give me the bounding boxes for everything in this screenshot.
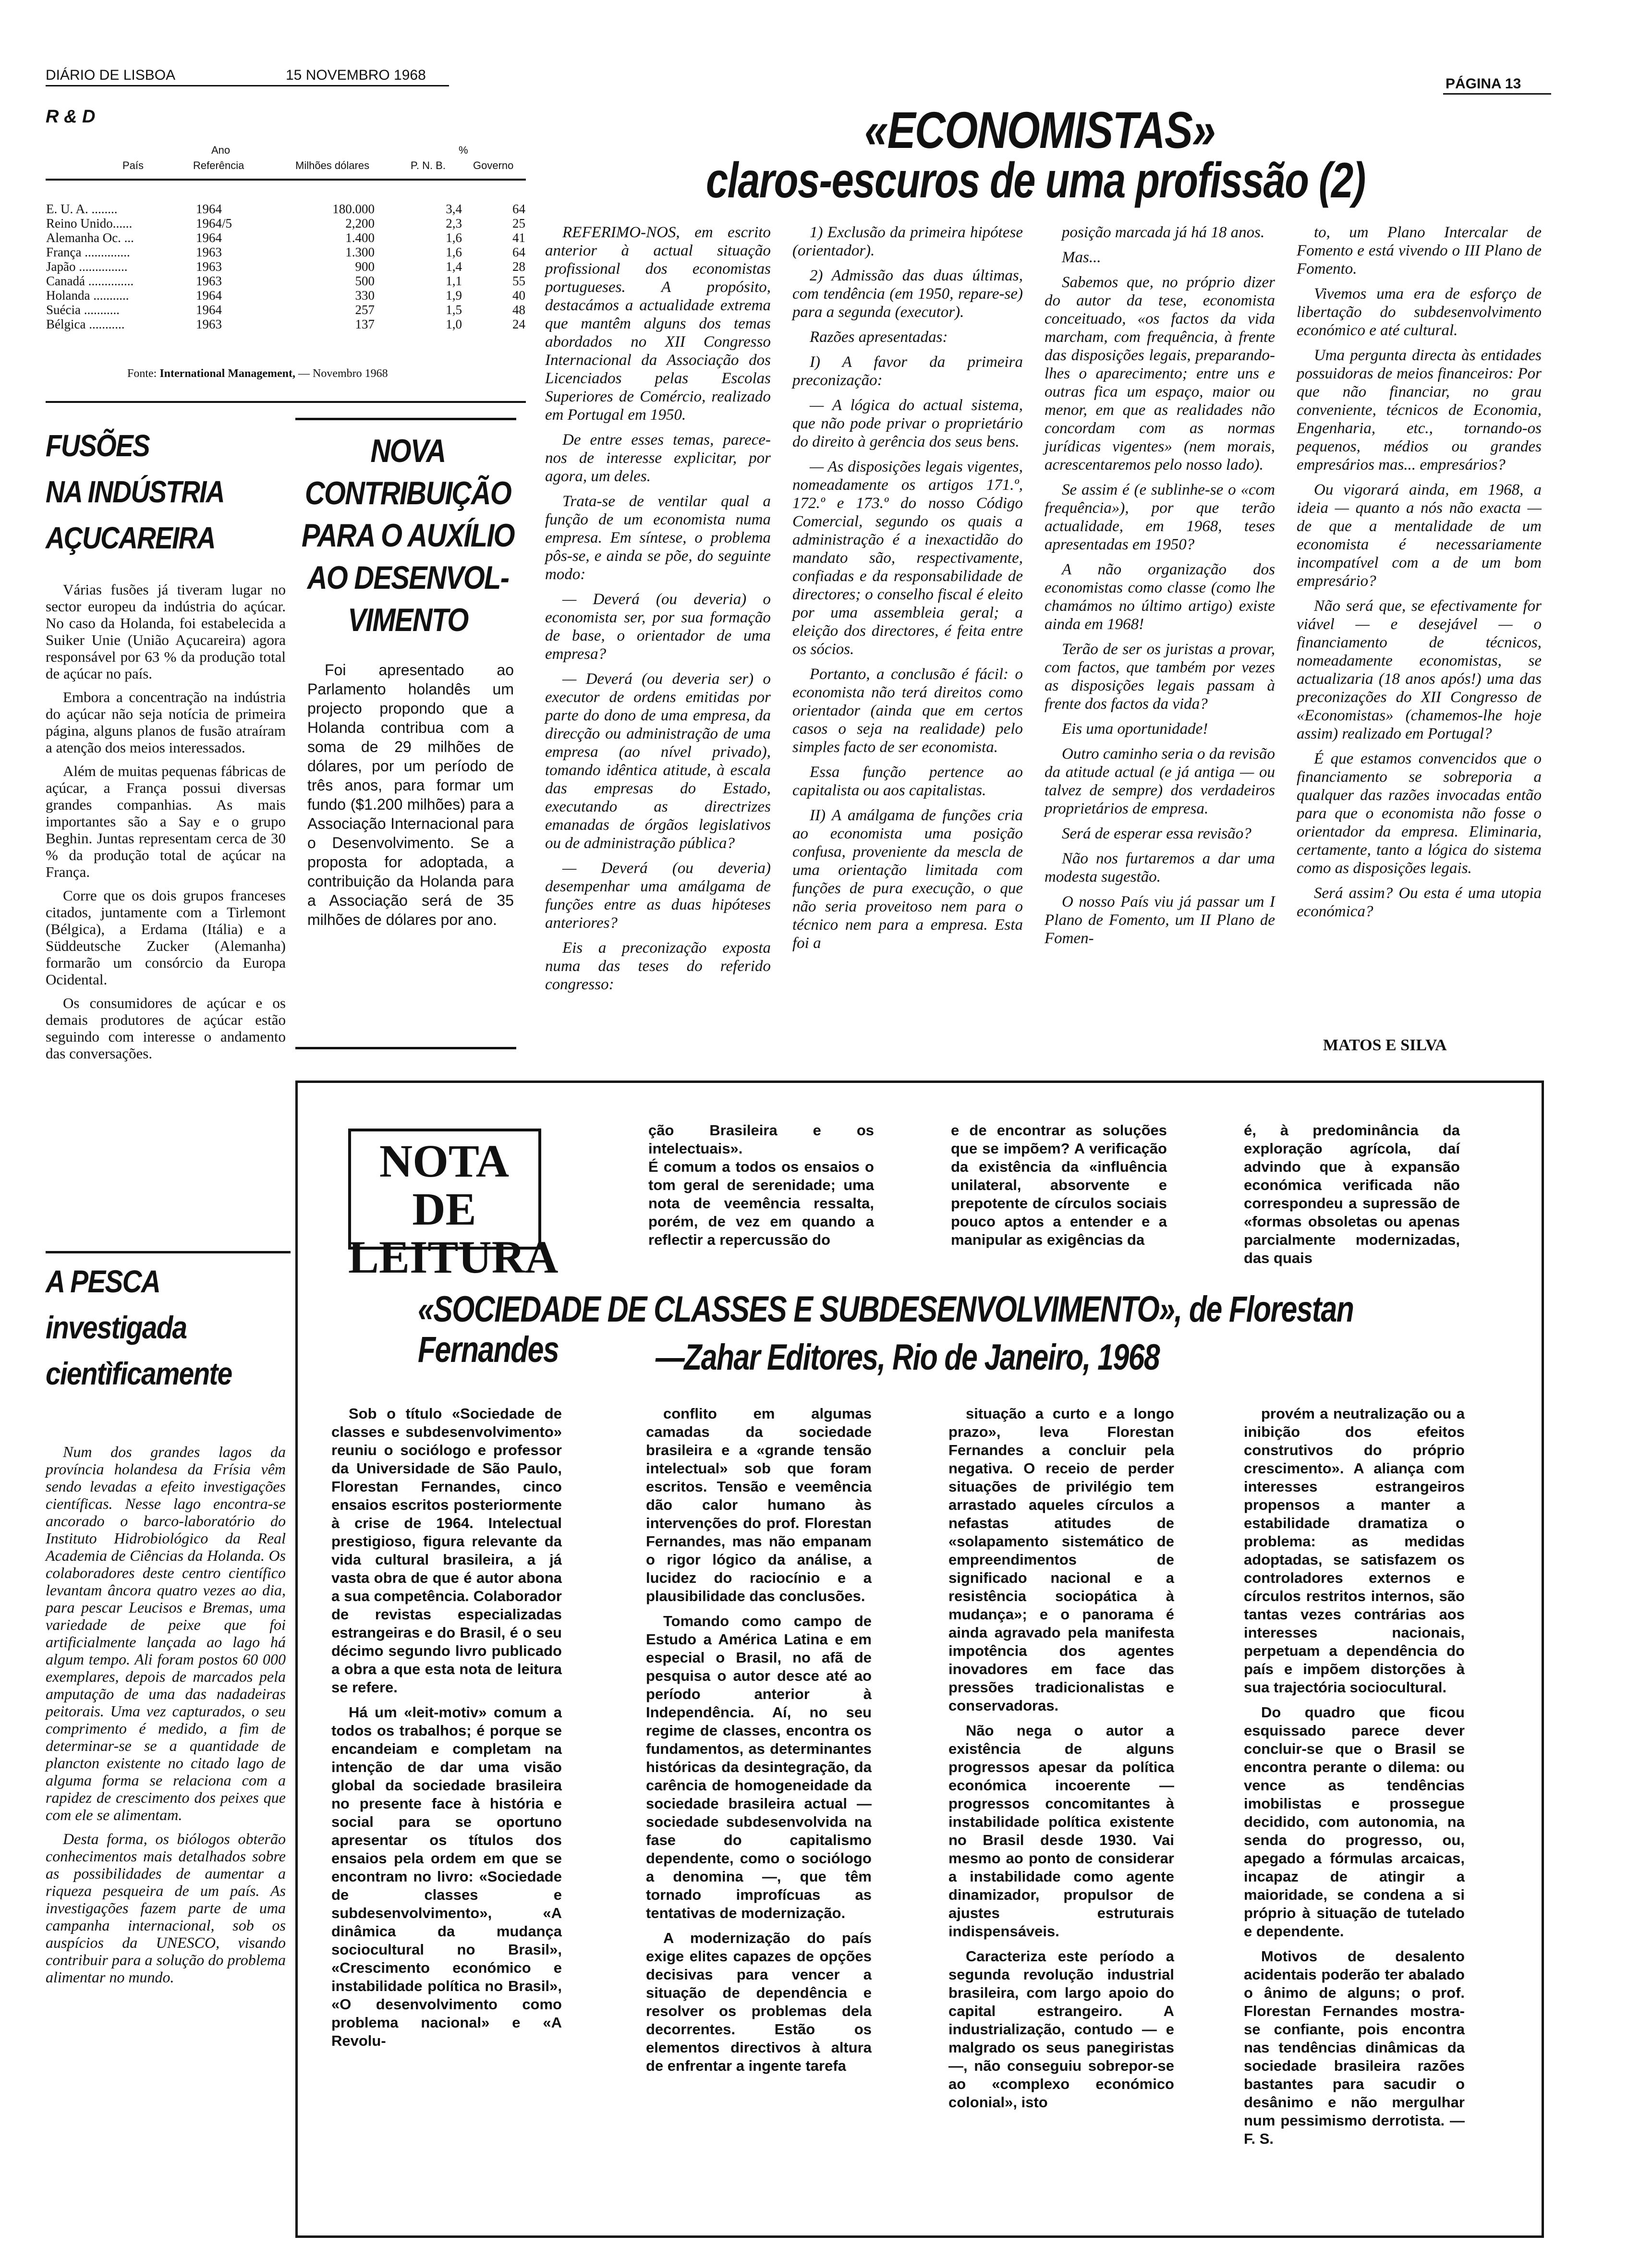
paragraph: Vivemos uma era de esforço de libertação do subdesenvolvimento económico e até cultural. xyxy=(1297,285,1542,339)
economistas-title: «ECONOMISTAS» xyxy=(864,101,1215,159)
pesca-title xyxy=(46,1258,231,1397)
rd-row xyxy=(43,245,528,259)
paragraph: posição marcada já há 18 anos. xyxy=(1062,224,1265,241)
economistas-col2 xyxy=(792,223,1023,959)
rd-cell-ano: 1964/5 xyxy=(196,216,232,231)
paragraph: situação a curto e a longo prazo», leva Florestan Fernandes a concluir pela negativa. O receio de perder situações de privilégio tem arrastado aqueles círculos a nefastas atitudes de «solapamento sistemático de empreendimentos de significado nacional e a resistência sociopática à mudança»; e o panorama é ainda agravado pela manifesta impotência dos agentes inovadores em face das pressões tradicionalistas e conservadoras. xyxy=(948,1405,1174,1714)
paragraph: Motivos de desalento acidentais poderão ter abalado o ânimo de alguns; o prof. Florestan Fernandes mostra-se confiante, pois encontra nas tendências dinâmicas da sociedade brasileira razões bastantes para sacudir o desânimo e não mergulhar num pessimismo derrotista. — F. S. xyxy=(1244,1948,1465,2147)
fusoes-title-l2: NA INDÚSTRIA xyxy=(46,474,224,509)
rd-row xyxy=(43,288,528,303)
nota-col1 xyxy=(331,1405,562,2057)
paragraph: A não organização dos economistas como classe (como lhe chamámos no último artigo) existe ainda em 1968! xyxy=(1045,561,1275,633)
rd-cell-gov: 64 xyxy=(512,245,525,259)
nova-title-l2: CONTRIBUIÇÃO xyxy=(304,475,511,511)
paragraph: — Deverá (ou deveria) o economista ser, por sua formação de base, o orientador de uma empresa? xyxy=(545,591,771,663)
rd-cell-gov: 25 xyxy=(512,216,525,231)
rd-cell-milhoes: 330 xyxy=(355,288,375,303)
paragraph: Caracteriza este período a segunda revolução industrial brasileira, com largo apoio do capital estrangeiro. A industrialização, contudo — e malgrado os seus panegiristas —, não conseguiu sobrepor-se ao «complexo económico colonial», isto xyxy=(948,1948,1174,2111)
paragraph: Não nos furtaremos a dar uma modesta sugestão. xyxy=(1045,850,1275,886)
rd-cell-ano: 1963 xyxy=(196,245,222,259)
nota-col4 xyxy=(1244,1405,1465,2155)
nota-label-l1: NOTA DE xyxy=(379,1135,510,1235)
rd-source xyxy=(127,367,388,380)
rd-head-milhoes: Milhões dólares xyxy=(295,159,370,171)
paragraph: Do quadro que ficou esquissado parece dever concluir-se que o Brasil se encontra perante o dilema: ou vence as tendências imobilistas e prossegue decidido, com autonomia, na senda do progresso, ou, apegado a fórmulas arcaicas, incapaz de atingir a maioridade, se condena a si próprio à situação de tutelado e dependente. xyxy=(1244,1704,1465,1940)
nota-label xyxy=(348,1135,559,1283)
rd-cell-milhoes: 257 xyxy=(355,303,375,317)
paragraph: provém a neutralização ou a inibição dos efeitos construtivos do próprio crescimento». A aliança com interesses estrangeiros propensos a manter a estabilidade dramatiza o problema: as medidas adoptadas, se satisfazem os controladores externos e círculos restritos internos, são tantas vezes contrárias aos interesses nacionais, perpetuam a dependência do país e impõem distorções à sua trajectória sociocultural. xyxy=(1244,1405,1465,1696)
rd-row xyxy=(43,231,528,245)
pesca-top-rule xyxy=(46,1251,291,1253)
fusoes-body xyxy=(46,581,286,1069)
fusoes-title-l1: FUSÕES xyxy=(46,428,149,463)
rd-cell-gov: 28 xyxy=(512,259,525,274)
economistas-col4 xyxy=(1297,223,1542,927)
paragraph: Eis uma oportunidade! xyxy=(1062,720,1208,738)
pesca-title-l1: A PESCA xyxy=(46,1263,160,1299)
economistas-signature: MATOS E SILVA xyxy=(1323,1036,1447,1054)
paragraph: Sabemos que, no próprio dizer do autor da tese, economista conceituado, «os factos da vida marcham, com frequência, à frente das disposições legais, preparando-lhes o aparecimento; entre uns e outras fica um espaço, maior ou menor, em que as realidades não concordam com as normas jurídicas vigentes» (nem morais, acrescentaremos pelo nosso lado). xyxy=(1045,274,1275,474)
rd-cell-pais: Suécia ........... xyxy=(46,303,120,317)
paragraph: to, um Plano Intercalar de Fomento e está vivendo o III Plano de Fomento. xyxy=(1297,224,1542,278)
rd-cell-ano: 1963 xyxy=(196,259,222,274)
paragraph: Outro caminho seria o da revisão da atitude actual (e já antiga — ou talvez de sempre) dos verdadeiros proprietários de empresa. xyxy=(1045,745,1275,817)
pesca-body xyxy=(46,1443,286,1992)
nova-top-rule xyxy=(295,418,516,420)
paragraph: I) A favor da primeira preconização: xyxy=(792,353,1023,389)
nota-col3 xyxy=(948,1405,1174,2118)
paragraph: Várias fusões já tiveram lugar no sector europeu da indústria do açúcar. No caso da Holanda, foi estabelecida a Suiker Unie (União Açucareira) agora responsável por 63 % da produção total de açúcar no país. xyxy=(46,581,286,682)
paragraph: Embora a concentração na indústria do açúcar não seja notícia de primeira página, alguns planos de fusão atraíram a atenção dos meios interessados. xyxy=(46,689,286,756)
rd-bottom-rule xyxy=(46,401,526,403)
paragraph: De entre esses temas, parece-nos de interesse explicitar, por agora, um deles. xyxy=(545,431,771,485)
paragraph: conflito em algumas camadas da sociedade brasileira e a «grande tensão intelectual» sob que foram escritos. Tensão e veemência dão calor humano às intervenções do prof. Florestan Fernandes, mas não empanam o rigor lógico da análise, a lucidez do raciocínio e a plausibilidade das conclusões. xyxy=(646,1405,872,1604)
paragraph: II) A amálgama de funções cria ao economista uma posição confusa, proveniente da mescla de uma orientação limitada com funções de pura execução, o que não seria proveitoso nem para o técnico nem para a empresa. Esta foi a xyxy=(792,807,1023,952)
rd-cell-pais: Canadá .............. xyxy=(46,274,134,288)
paragraph: Portanto, a conclusão é fácil: o economista não terá direitos como orientador (ainda que em certos casos o seja na realidade) pelo simples facto de ser economista. xyxy=(792,666,1023,756)
rd-cell-gov: 55 xyxy=(512,274,525,288)
rd-cell-gov: 48 xyxy=(512,303,525,317)
rd-cell-milhoes: 1.300 xyxy=(345,245,375,259)
rd-head-pnb: P. N. B. xyxy=(411,159,446,171)
rd-row xyxy=(43,202,528,216)
paragraph: Sob o título «Sociedade de classes e subdesenvolvimento» reuniu o sociólogo e professor da Universidade de São Paulo, Florestan Fernandes, cinco ensaios escritos posteriormente à crise de 1964. Intelectual prestigioso, figura relevante da vida cultural brasileira, a já vasta obra de que é autor abona a sua competência. Colaborador de revistas especializadas estrangeiras e do Brasil, é o seu décimo segundo livro publicado a obra a que esta nota de leitura se refere. xyxy=(331,1405,562,1696)
rd-cell-ano: 1963 xyxy=(196,317,222,331)
nova-body xyxy=(307,660,514,936)
rd-cell-pnb: 3,4 xyxy=(446,202,462,216)
nota-label-l2: LEITURA xyxy=(348,1231,559,1283)
rd-cell-pnb: 1,0 xyxy=(446,317,462,331)
rd-cell-ano: 1964 xyxy=(196,202,222,216)
header-rule xyxy=(46,85,449,86)
paragraph: Ou vigorará ainda, em 1968, a ideia — quanto a nós não exacta — de que a mentalidade de um economista é necessariamente incompatível com a de um bom empresário? xyxy=(1297,481,1542,590)
rd-head-governo: Governo xyxy=(473,159,514,171)
paragraph: Desta forma, os biólogos obterão conhecimentos mais detalhados sobre as possibilidades de aumentar a riqueza pesqueira de um país. As investigações fazem parte de uma campanha internacional, sob os auspícios da UNESCO, visando contribuir para a solução do problema alimentar no mundo. xyxy=(46,1830,286,1986)
rd-cell-pnb: 1,1 xyxy=(446,274,462,288)
nova-title-l3: PARA O AUXÍLIO xyxy=(302,517,514,554)
page-number-rule xyxy=(1443,93,1551,95)
paragraph: 1) Exclusão da primeira hipótese (orientador). xyxy=(792,224,1023,259)
rd-source-pub: International Management, xyxy=(159,367,295,380)
newspaper-name: DIÁRIO DE LISBOA xyxy=(46,67,176,83)
paragraph: REFERIMO-NOS, em escrito anterior à actual situação profissional dos economistas portugueses. A propósito, destacámos a actualidade extrema que mantêm alguns dos temas abordados no XII Congresso Internacional da Associação dos Licenciados pelas Escolas Superiores de Comércio, realizado em Portugal em 1950. xyxy=(545,224,771,424)
paragraph: Além de muitas pequenas fábricas de açúcar, a França possui diversas grandes companhias. As mais importantes são a Say e o grupo Beghin. Juntas representam cerca de 30 % da produção total de açúcar na França. xyxy=(46,763,286,880)
rd-row xyxy=(43,303,528,317)
rd-cell-pais: Alemanha Oc. ... xyxy=(46,231,134,245)
rd-cell-ano: 1964 xyxy=(196,288,222,303)
paragraph: Não será que, se efectivamente for viável — e desejável — o financiamento de técnicos, nomeadamente economistas, se actualizaria (18 anos após!) uma das preconizações do XII Congresso de «Economistas» (chamemos-lhe hoje assim) realizado em Portugal? xyxy=(1297,597,1542,742)
rd-cell-pnb: 1,9 xyxy=(446,288,462,303)
rd-cell-ano: 1964 xyxy=(196,303,222,317)
rd-row xyxy=(43,317,528,331)
economistas-subtitle: claros-escuros de uma profissão (2) xyxy=(706,153,1365,208)
nota-top-col1: ção Brasileira e os intelectuais». É comum a todos os ensaios o tom geral de serenidade; uma nota de veemência ressalta, porém, de vez em quando a reflectir a repercussão do xyxy=(648,1122,874,1248)
rd-cell-pais: Holanda ........... xyxy=(46,288,129,303)
paragraph: Trata-se de ventilar qual a função de um economista numa empresa. Em síntese, o problema pôs-se, e ainda se põe, do seguinte modo: xyxy=(545,493,771,583)
rd-head-ano: Ano xyxy=(211,144,231,156)
rd-source-prefix: Fonte: xyxy=(127,367,157,380)
rd-cell-milhoes: 180.000 xyxy=(332,202,375,216)
nova-title-l1: NOVA xyxy=(370,433,446,469)
paragraph: Tomando como campo de Estudo a América Latina e em especial o Brasil, no afã de pesquisa o autor desce até ao período anterior à Independência. Aí, no seu regime de classes, encontra os fundamentos, as determinantes históricas da desintegração, da carência de homogeneidade da sociedade brasileira actual — sociedade subdesenvolvida na fase do capitalismo dependente, como o sociólogo a denomina —, que têm tornado improfícuas as tentativas de modernização. xyxy=(646,1613,872,1921)
nova-text: Foi apresentado ao Parlamento holandês um projecto propondo que a Holanda contribua com a soma de 29 milhões de dólares, por um período de três anos, para formar um fundo ($1.200 milhões) para a Associação Internacional para o Desenvolvimento. Se a proposta for adoptada, a contribuição da Holanda para a Associação será de 35 milhões de dólares por ano. xyxy=(307,661,514,928)
rd-cell-milhoes: 2,200 xyxy=(345,216,375,231)
paragraph: Será de esperar essa revisão? xyxy=(1062,825,1251,842)
rd-cell-ano: 1963 xyxy=(196,274,222,288)
paragraph: 2) Admissão das duas últimas, com tendência (em 1950, repare-se) para a segunda (executor). xyxy=(792,267,1023,321)
rd-cell-pnb: 1,6 xyxy=(446,231,462,245)
rd-table xyxy=(43,202,528,331)
fusoes-title-l3: AÇUCAREIRA xyxy=(46,521,215,555)
rd-cell-gov: 40 xyxy=(512,288,525,303)
rd-cell-milhoes: 500 xyxy=(355,274,375,288)
rd-label: R & D xyxy=(46,107,96,127)
pesca-title-l3: cientìficamente xyxy=(46,1356,232,1391)
paragraph: Se assim é (e sublinhe-se o «com frequência»), por que terão actualidade, em 1968, teses apresentadas em 1950? xyxy=(1045,481,1275,553)
rd-cell-ano: 1964 xyxy=(196,231,222,245)
pesca-title-l2: investigada xyxy=(46,1310,187,1345)
paragraph: — As disposições legais vigentes, nomeadamente os artigos 171.º, 172.º e 173.º do nosso Código Comercial, segundo os quais a administração é a inexactidão do mandato são, respectivamente, confiadas e da responsabilidade de directores; o conselho fiscal é eleito por uma assembleia geral; a eleição dos directores, é feita entre os sócios. xyxy=(792,458,1023,658)
rd-cell-gov: 64 xyxy=(512,202,525,216)
rd-head-pct: % xyxy=(459,144,468,156)
fusoes-title xyxy=(46,423,224,561)
rd-cell-pnb: 2,3 xyxy=(446,216,462,231)
rd-cell-pnb: 1,5 xyxy=(446,303,462,317)
rd-cell-milhoes: 1.400 xyxy=(345,231,375,245)
rd-cell-pais: França .............. xyxy=(46,245,130,259)
rd-row xyxy=(43,216,528,231)
rd-cell-pais: Bélgica ........... xyxy=(46,317,125,331)
rd-head-ref: Referência xyxy=(193,159,244,171)
economistas-col3 xyxy=(1045,223,1275,954)
nota-top-col3: é, à predominância da exploração agrícola, daí advindo que à expansão económica verificada não correspondeu a supressão de «formas obsoletas ou apenas parcialmente modernizadas, das quais xyxy=(1244,1122,1460,1266)
paragraph: — A lógica do actual sistema, que não pode privar o proprietário do direito à gerência dos seus bens. xyxy=(792,397,1023,450)
paragraph: Num dos grandes lagos da província holandesa da Frísia vêm sendo levadas a efeito investigações científicas. Nesse lago encontra-se ancorado o barco-laboratório do Instituto Hidrobiológico da Real Academia de Ciências da Holanda. Os colaboradores deste centro científico levantam âncora quatro vezes ao dia, para pescar Leucisos e Bremas, uma variedade de peixe que foi artificialmente lançada ao lago há algum tempo. Ali foram postos 60 000 exemplares, depois de marcados pela amputação de uma das nadadeiras peitorais. Uma vez capturados, o seu comprimento é medido, a fim de determinar-se se a quantidade de plancton existente no citado lago de alguma forma se relaciona com a rapidez de crescimento dos peixes que com ele se alimentam. xyxy=(46,1443,286,1823)
rd-cell-gov: 41 xyxy=(512,231,525,245)
rd-cell-pnb: 1,4 xyxy=(446,259,462,274)
paragraph: Será assim? Ou esta é uma utopia económica? xyxy=(1297,885,1542,920)
rd-row xyxy=(43,259,528,274)
paragraph: Eis a preconização exposta numa das teses do referido congresso: xyxy=(545,939,771,993)
paragraph: — Deverá (ou deveria ser) o executor de ordens emitidas por parte do dono de uma empresa, da direcção ou administração de uma empresa (ao nível privado), tomando idêntica atitude, à escala das empresas do Estado, executando as directrizes emanadas de órgãos legislativos ou de administração pública? xyxy=(545,670,771,852)
paragraph: Os consumidores de açúcar e os demais produtores de açúcar estão seguindo com interesse o andamento das conversações. xyxy=(46,995,286,1062)
nova-title-l5: VIMENTO xyxy=(348,602,468,638)
economistas-col1 xyxy=(545,223,771,1000)
paragraph: É que estamos convencidos que o financiamento se sobreporia a qualquer das razões invocadas então para que o economista não fosse o orientador da empresa. Eliminaria, certamente, tanto a lógica do sistema como as disposições legais. xyxy=(1297,750,1542,877)
rd-cell-pais: E. U. A. ........ xyxy=(46,202,118,216)
rd-head-rule xyxy=(46,179,526,181)
rd-row xyxy=(43,274,528,288)
paragraph: O nosso País viu já passar um I Plano de Fomento, um II Plano de Fomen- xyxy=(1045,893,1275,947)
paragraph: Terão de ser os juristas a provar, com factos, que também por vezes as disposições legais passam à frente dos factos da vida? xyxy=(1045,641,1275,713)
paragraph: Mas... xyxy=(1062,249,1101,266)
paragraph: Há um «leit-motiv» comum a todos os trabalhos; é porque se encandeiam e completam na intenção de dar uma visão global da sociedade brasileira no presente face à história e social para se oportuno apresentar os títulos dos ensaios pela ordem em que se encontram no livro: «Sociedade de classes e subdesenvolvimento», «A dinâmica da mudança sociocultural no Brasil», «Crescimento económico e instabilidade política no Brasil», «O desenvolvimento como problema nacional» e «A Revolu- xyxy=(331,1704,562,2049)
paragraph: Corre que os dois grupos franceses citados, juntamente com a Tirlemont (Bélgica), a Erdama (Itália) e a Süddeutsche Zucker (Alemanha) formarão um consórcio da Europa Ocidental. xyxy=(46,887,286,988)
paragraph: Não nega o autor a existência de alguns progressos apesar da política económica incoerente — progressos concomitantes à instabilidade política existente no Brasil desde 1930. Vai mesmo ao ponto de considerar a instabilidade como agente dinamizador, propulsor de ajustes estruturais indispensáveis. xyxy=(948,1722,1174,1940)
rd-head-pais: País xyxy=(122,159,144,171)
issue-date: 15 NOVEMBRO 1968 xyxy=(286,67,426,83)
nova-title-l4: AO DESENVOL- xyxy=(307,559,509,596)
paragraph: Essa função pertence ao capitalista ou aos capitalistas. xyxy=(792,764,1023,799)
rd-cell-milhoes: 137 xyxy=(355,317,375,331)
rd-cell-pnb: 1,6 xyxy=(446,245,462,259)
nota-heading-l2: —Zahar Editores, Rio de Janeiro, 1968 xyxy=(656,1337,1160,1378)
rd-cell-pais: Reino Unido...... xyxy=(46,216,133,231)
nota-heading-l1: «SOCIEDADE DE CLASSES E SUBDESENVOLVIMENTO», de Florestan Fernandes xyxy=(418,1289,1354,1370)
nova-bottom-rule xyxy=(295,1047,516,1049)
rd-cell-pais: Japão ............... xyxy=(46,259,128,274)
rd-cell-gov: 24 xyxy=(512,317,525,331)
page-number: PÁGINA 13 xyxy=(1446,76,1521,92)
nova-title xyxy=(298,430,518,641)
paragraph: — Deverá (ou deveria) desempenhar uma amálgama de funções entre as duas hipóteses anteriores? xyxy=(545,860,771,932)
rd-cell-milhoes: 900 xyxy=(355,259,375,274)
nota-col2 xyxy=(646,1405,872,2082)
rd-source-date: — Novembro 1968 xyxy=(298,367,388,380)
paragraph: Uma pergunta directa às entidades possuidoras de meios financeiros: Por que não financiar, no grau conveniente, técnicos de Economia, Engenharia, etc., tornando-os pequenos, médios ou grandes empresários mas... empresários? xyxy=(1297,347,1542,474)
nota-top-col2: e de encontrar as soluções que se impõem? A verificação da existência da «influência unilateral, absorvente e prepotente de círculos sociais pouco aptos a entender e a manipular as exigências da xyxy=(951,1122,1167,1248)
paragraph: Razões apresentadas: xyxy=(810,328,948,346)
paragraph: A modernização do país exige elites capazes de opções decisivas para vencer a situação de dependência e resolver os problemas dela decorrentes. Estão os elementos directivos à altura de enfrentar a ingente tarefa xyxy=(646,1930,872,2074)
